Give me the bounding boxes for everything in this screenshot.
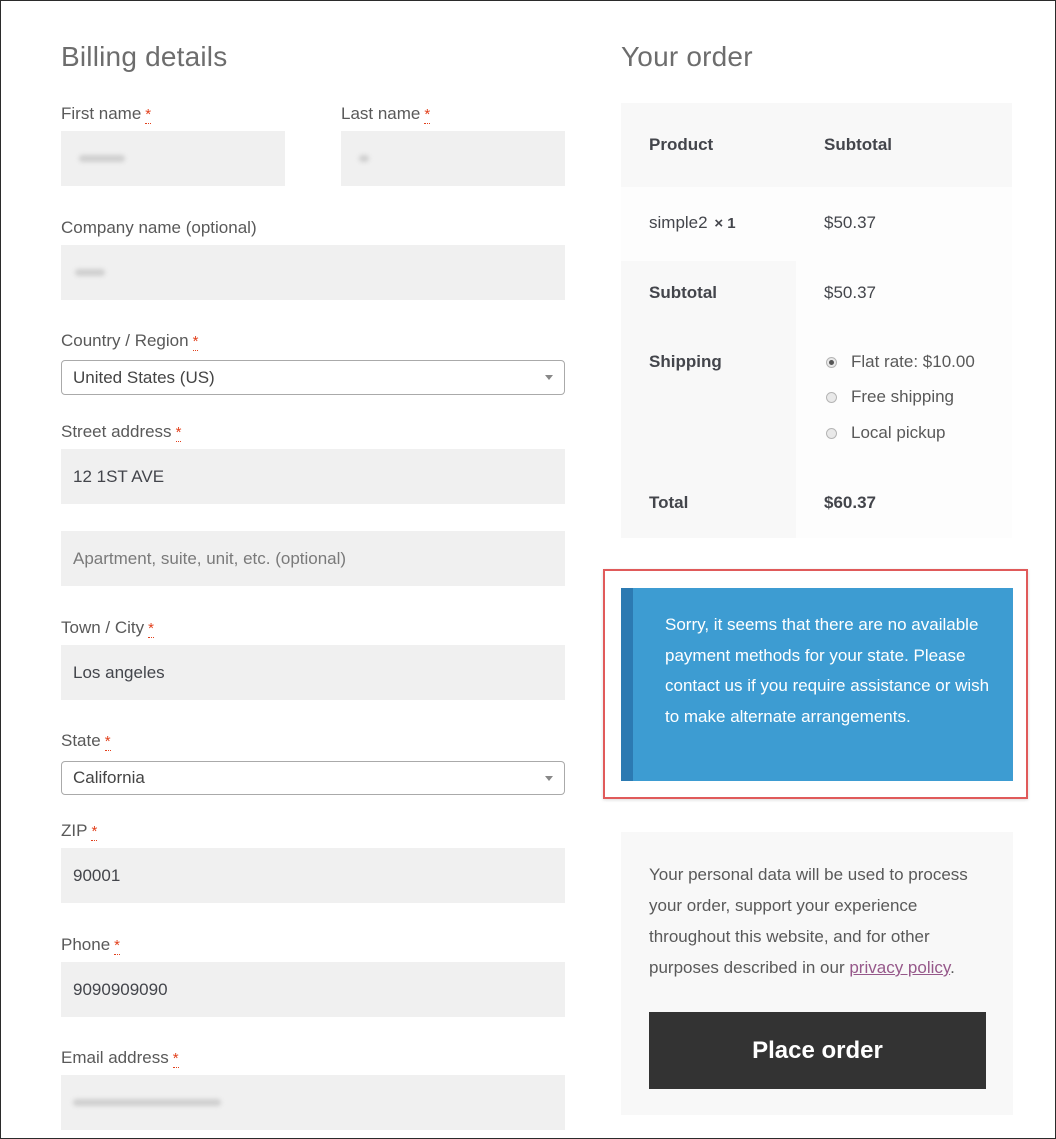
phone-label: Phone * <box>61 935 121 954</box>
subtotal-value: $50.37 <box>824 283 876 302</box>
total-value: $60.37 <box>824 493 876 512</box>
phone-input[interactable] <box>61 962 565 1017</box>
radio-checked-icon[interactable] <box>826 357 837 368</box>
first-name-input[interactable] <box>61 131 285 186</box>
city-label: Town / City * <box>61 618 154 637</box>
payment-info-notice <box>621 588 1013 781</box>
first-name-label: First name * <box>61 104 152 123</box>
country-select[interactable] <box>61 360 565 395</box>
shipping-option-label: Free shipping <box>851 387 955 406</box>
street-address-input[interactable] <box>61 449 565 504</box>
shipping-option-label: Local pickup <box>851 423 946 442</box>
header-product: Product <box>649 135 714 154</box>
zip-label: ZIP * <box>61 821 98 840</box>
billing-title: Billing details <box>61 41 228 72</box>
privacy-policy-text: Your personal data will be used to process your order, support your experience throughout this website, and for other purposes described in our privacy policy. <box>649 865 968 977</box>
required-mark: * <box>104 733 111 750</box>
redacted-value <box>79 155 125 162</box>
state-label: State * <box>61 731 111 750</box>
city-input[interactable] <box>61 645 565 700</box>
street-address-2-placeholder: Apartment, suite, unit, etc. (optional) <box>73 548 347 568</box>
required-mark: * <box>148 620 154 637</box>
redacted-value <box>359 155 369 162</box>
header-subtotal: Subtotal <box>824 135 892 154</box>
last-name-label: Last name * <box>341 104 431 123</box>
radio-unchecked-icon[interactable] <box>826 428 837 439</box>
notice-message: Sorry, it seems that there are no available payment methods for your state. Please contact us if you require assistance or wish to make alternate arrangements. <box>665 615 990 726</box>
street-address-value: 12 1ST AVE <box>73 466 165 486</box>
required-mark: * <box>145 106 152 123</box>
place-order-button[interactable]: Place order <box>649 1012 986 1089</box>
shipping-option-local-pickup[interactable] <box>826 423 946 443</box>
city-value: Los angeles <box>73 662 165 682</box>
country-select-value: United States (US) <box>73 367 215 387</box>
item-subtotal: $50.37 <box>824 213 876 232</box>
radio-unchecked-icon[interactable] <box>826 392 837 403</box>
zip-value: 90001 <box>73 865 121 885</box>
required-mark: * <box>114 937 121 954</box>
required-mark: * <box>192 333 199 350</box>
chevron-down-icon <box>545 375 553 380</box>
chevron-down-icon <box>545 776 553 781</box>
shipping-option-label: Flat rate: $10.00 <box>851 352 975 371</box>
country-label: Country / Region * <box>61 331 199 350</box>
shipping-label: Shipping <box>649 352 722 371</box>
last-name-input[interactable] <box>341 131 565 186</box>
shipping-option-free[interactable] <box>826 387 954 407</box>
street-label: Street address * <box>61 422 182 441</box>
required-mark: * <box>172 1050 179 1067</box>
required-mark: * <box>91 823 98 840</box>
phone-value: 9090909090 <box>73 979 168 999</box>
shipping-option-flat-rate[interactable] <box>826 352 975 372</box>
company-input[interactable] <box>61 245 565 300</box>
order-title: Your order <box>621 41 753 72</box>
redacted-value <box>75 269 105 276</box>
required-mark: * <box>175 424 182 441</box>
company-label: Company name (optional) <box>61 218 257 237</box>
email-label: Email address * <box>61 1048 179 1067</box>
privacy-policy-link[interactable]: privacy policy <box>849 958 951 977</box>
zip-input[interactable] <box>61 848 565 903</box>
place-order-section <box>621 832 1013 1115</box>
state-select-value: California <box>73 768 145 787</box>
state-select[interactable] <box>61 761 565 795</box>
redacted-value <box>73 1099 221 1106</box>
street-address-2-input[interactable] <box>61 531 565 586</box>
total-label: Total <box>649 493 689 512</box>
item-qty: × 1 <box>714 215 736 232</box>
required-mark: * <box>424 106 431 123</box>
email-input[interactable] <box>61 1075 565 1130</box>
subtotal-label: Subtotal <box>649 283 717 302</box>
item-name: simple2 × 1 <box>649 213 736 232</box>
